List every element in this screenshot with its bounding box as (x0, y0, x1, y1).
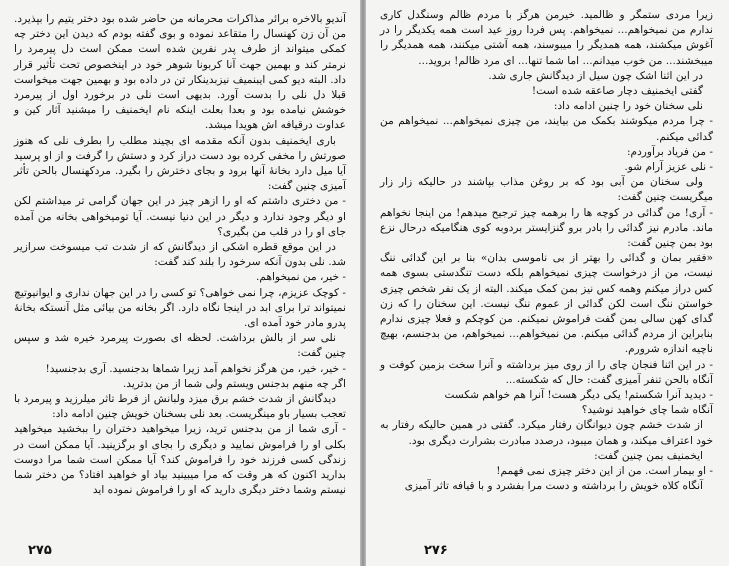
paragraph: اگر چه منهم بدجنس ویستم ولی شما از من بدترید. (122, 377, 346, 390)
paragraph: - خیر، خیر، من هرگز نخواهم آمد زیرا شماها بدجنسید. آری بدجنسید! (45, 362, 346, 375)
paragraph: - من دختری داشتم که او را ازهر چیز در این جهان گرامی تر میداشتم لکن او دیگر وجود ندارد و دیگر در این دنیا نیست. آیا تومیخواهی بخانه من آمده جای او را در قلب من بگیری؟ (14, 195, 346, 238)
paragraph: ولی سخنان من آبی بود که بر روغن مذاب بپاشند در حالیکه زار زار میگریست چنین گفت: (380, 176, 713, 204)
paragraph: آنگاه شما چای خواهید نوشید؟ (581, 404, 713, 417)
paragraph: از شدت خشم چون دیوانگان رفتار میکرد. گفتی در همین حالیکه رفتار به خود اعتراف میکند، و همان میبود، درصدد مبادرت بشرارت دیگری بود. (380, 419, 713, 447)
paragraph: - کوچک عزیزم، چرا نمی خواهی؟ تو کسی را در این جهان نداری و ایوانیوتیچ نمیتواند ترا برای ابد در اینجا نگاه دارد. اگر بخانه من بیائی مثل آنستکه بخانهٔ پدرو مادر خود آمده ای. (14, 286, 346, 330)
right-page (366, 0, 729, 566)
paragraph: - در این اثنا فنجان چای را از روی میز برداشته و آنرا سخت بزمین کوفت و آنگاه بالحن تنفر آمیزی گفت: حال که شکسته... (380, 358, 713, 386)
paragraph: - من فریاد برآوردم: (626, 145, 713, 158)
paragraph: نلی سر از بالش برداشت. لحظه ای بصورت پیرمرد خیره شد و سپس چنین گفت: (14, 332, 346, 360)
paragraph: آنگاه کلاه خویش را برداشته و دست مرا بفشرد و با قیافه تاثر آمیزی (404, 480, 703, 493)
paragraph: در این موقع قطره اشکی از دیدگانش که از شدت تب میسوخت سرازیر شد. نلی بدون آنکه سرخود را بلند کند گفت: (14, 241, 346, 269)
paragraph: - آری! من گدائی در کوچه ها را برهمه چیز ترجیح میدهم! من اینجا نخواهم ماند. مادرم نیز گدائی را بادر برو گنزایستر بردوبه کوی هنگامیکه درحال نزع بود بمن چنین گفت: (380, 206, 713, 250)
paragraph: - او بیمار است. من از این دختر چیزی نمی فهمم! (496, 465, 713, 478)
paragraph: «فقیر بمان و گدائی را بهتر از بی ناموسی بدان» بنا بر این گدائی ننگ نیست، من از درخواست چیزی نمیخواهم بلکه دست تنگدستی بسوی همه کس دراز میکنم وهمه کس نیز بمن کمک میکند. البته از یک نفر شخص چیزی خواستن ننگ است لکن گدائی از عموم ننگ نیست. این سخنان را که زن گدای کهن سالی بمن گفت فراموش نمیکنم. من کوچکم و فعلا چیزی ندارم بنابراین از مردم گدائی میکنم. من نمیخواهم... نمیخواهم، من بدجنسم، بهیچ ناچیه اندازه شرورم. (380, 252, 713, 356)
paragraph: ایخمنیف بمن چنین گفت: (594, 449, 703, 462)
paragraph: - چرا مردم میکوشند بکمک من بیایند، من چیزی نمیخواهم... نمیخواهم من گدائی میکنم. (380, 115, 713, 143)
page-number: ۲۷۶ (424, 543, 448, 558)
paragraph: نلی سخنان خود را چنین ادامه داد: (553, 100, 703, 113)
page-number: ۲۷۵ (28, 543, 52, 558)
paragraph: آندیو بالاخره برائر مذاکرات محرمانه من حاضر شده بود دختر یتیم را بپذیرد. من آن زن کهنسال را متقاعد نموده و بوی گفته بودم که دیدن این دختر چه کمکی میتواند از طرف پدر نفرین شده است ممکن است دل پیرمرد را نرمتر کند و بهمین جهت آنا کربونا شوهر خود در اینخصوص تحت تأثیر قرار داد. البته دیو کمی ایبنمیف نیزبدینکار تن در داده بود و بهمین جهت میخواست قبلا دل نلی را بدست آورد. بدیهی است نلی در برخورد اول از پیرمرد خوشش نیامده بود و بعدا بعلت اینکه نام ایخمنیف را میشنید آثار کین و عداوت درقیافه اش هویدا میشد. (14, 13, 346, 132)
paragraph: - نلی عزیز آرام شو. (624, 161, 713, 174)
paragraph: دیدگانش از شدت خشم برق میزد ولبانش از فرط تاثر میلرزید و پیرمرد با تعجب بسیار باو مینگریست. بعد نلی بسخنان خویش چنین ادامه داد: (14, 393, 346, 421)
left-page-text (14, 12, 346, 499)
left-page (0, 0, 360, 566)
paragraph: - خیر، من نمیخواهم. (256, 271, 346, 284)
paragraph: - آری شما از من بدجنس ترید، زیرا میخواهید دختران را ببخشید میخواهید بکلی او را فراموش نمایید و دیگری را بجای او برگزینید. آیا ممکن است در زندگی کسی فرزند خود را فراموش کند؟ آیا ممکن است شما مرا دوست بدارید اکنون که هر وقت که مرا میبینید بیاد او خواهید افتاد؟ من دختر شما نیستم وشما دختر دیگری دارید که او را فراموش نموده اید (14, 423, 346, 497)
paragraph: باری ایخمنیف بدون آنکه مقدمه ای بچیند مطلب را بطرف نلی که هنوز صورتش را مخفی کرده بود دست دراز کرد و دستش را گرفت و از او پرسید آیا میل دارد بخانهٔ آنها برود و بجای دخترش را بگیرد. مردکهنسال بالحن تأثر آمیزی چنین گفت: (14, 134, 346, 193)
paragraph: - دیدید آنرا شکستم! یکی دیگر هست! آنرا هم خواهم شکست (444, 389, 713, 402)
right-page-text (380, 8, 713, 495)
paragraph: زیرا مردی ستمگر و ظالمید. خیرمن هرگز با مردم ظالم وسنگدل کاری ندارم من نمیخواهم... نمیخواهم. پس فردا روز عید است همه یکدیگر را در آغوش میکشند، همه همدیگر را میبوسند، همه آشتی میکنند، همه همدیگر را میبخشند... من خوب میدانم... اما شما تنها... ای مرد ظالم! بروید... (380, 9, 713, 67)
paragraph: در این اثنا اشک چون سیل از دیدگانش جاری شد. (488, 69, 703, 82)
paragraph: گفتی ایخمنیف دچار صاعقه شده است! (531, 85, 703, 98)
